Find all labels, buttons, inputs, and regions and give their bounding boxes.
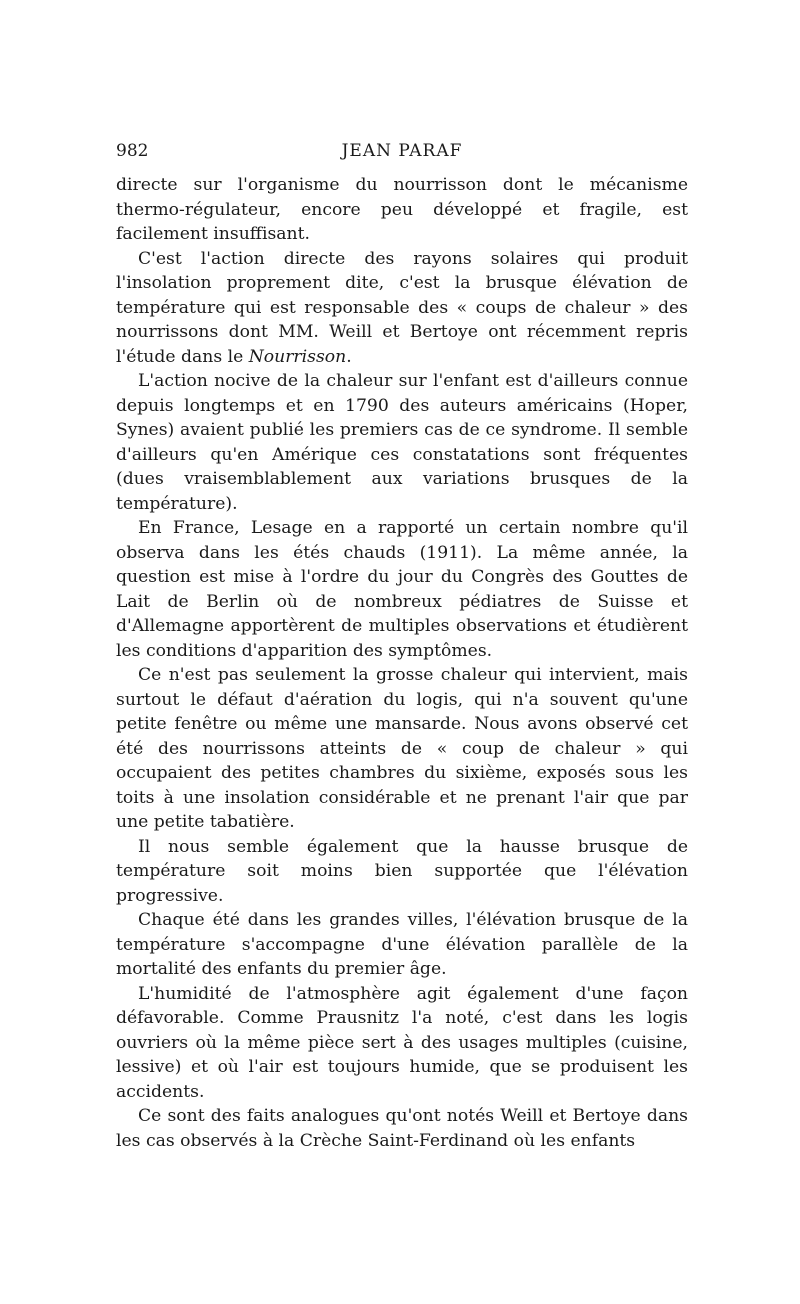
paragraph-france: En France, Lesage en a rapporté un certain nombre qu'il observa dans les étés chauds (1911). La même année, la question est mise à l'ordre du jour du Congrès des Gouttes de Lait de Berlin où de nombreux pédiatres de Suisse et d'Allemagne apportèrent de multiples observations et étudièrent les conditions d'apparition des symptômes. [116, 518, 688, 661]
paragraph-history: L'action nocive de la chaleur sur l'enfant est d'ailleurs connue depuis longtemps et en 1790 des auteurs américains (Hoper, Synes) avaient publié les premiers cas de ce syndrome. Il semble d'ailleurs qu'en Amérique ces constatations sont fréquentes (dues vraisemblablement aux variations brusques de la température). [116, 371, 688, 514]
paragraph-text-end: . [346, 346, 352, 367]
paragraph-text: C'est l'action directe des rayons solaires qui produit l'insolation proprement dite, c'est la brusque élévation de température qui est responsable des « coups de chaleur » des nourrissons dont MM. Weill et Bertoye ont récemment repris l'étude dans le [116, 248, 688, 367]
body-text [116, 173, 688, 1153]
paragraph-aeration: Ce n'est pas seulement la grosse chaleur qui intervient, mais surtout le défaut d'aération du logis, qui n'a souvent qu'une petite fenêtre ou même une mansarde. Nous avons observé cet été des nourrissons atteints de « coup de chaleur » qui occupaient des petites chambres du sixième, exposés sous les toits à une insolation considérable et ne prenant l'air que par une petite tabatière. [116, 665, 688, 832]
paragraph-continued: directe sur l'organisme du nourrisson dont le mécanisme thermo-régulateur, encore peu développé et fragile, est facilement insuffisant. [116, 175, 688, 244]
running-title: JEAN PARAF [341, 141, 463, 161]
paragraph-analogous-facts: Ce sont des faits analogues qu'ont notés Weill et Bertoye dans les cas observés à la Crèche Saint-Ferdinand où les enfants [116, 1106, 688, 1151]
journal-title: Nourrisson [248, 346, 347, 367]
book-page [116, 138, 688, 1153]
paragraph-insolation [116, 247, 688, 370]
paragraph-sudden-rise: Il nous semble également que la hausse brusque de température soit moins bien supportée que l'élévation progressive. [116, 836, 688, 906]
paragraph-humidity: L'humidité de l'atmosphère agit également d'une façon défavorable. Comme Prausnitz l'a noté, c'est dans les logis ouvriers où la même pièce sert à des usages multiples (cuisine, lessive) et où l'air est toujours humide, que se produisent les accidents. [116, 983, 688, 1102]
running-head [116, 138, 688, 164]
paragraph-mortality: Chaque été dans les grandes villes, l'élévation brusque de la température s'accompagne d'une élévation parallèle de la mortalité des enfants du premier âge. [116, 910, 688, 979]
page-number: 982 [116, 141, 149, 161]
